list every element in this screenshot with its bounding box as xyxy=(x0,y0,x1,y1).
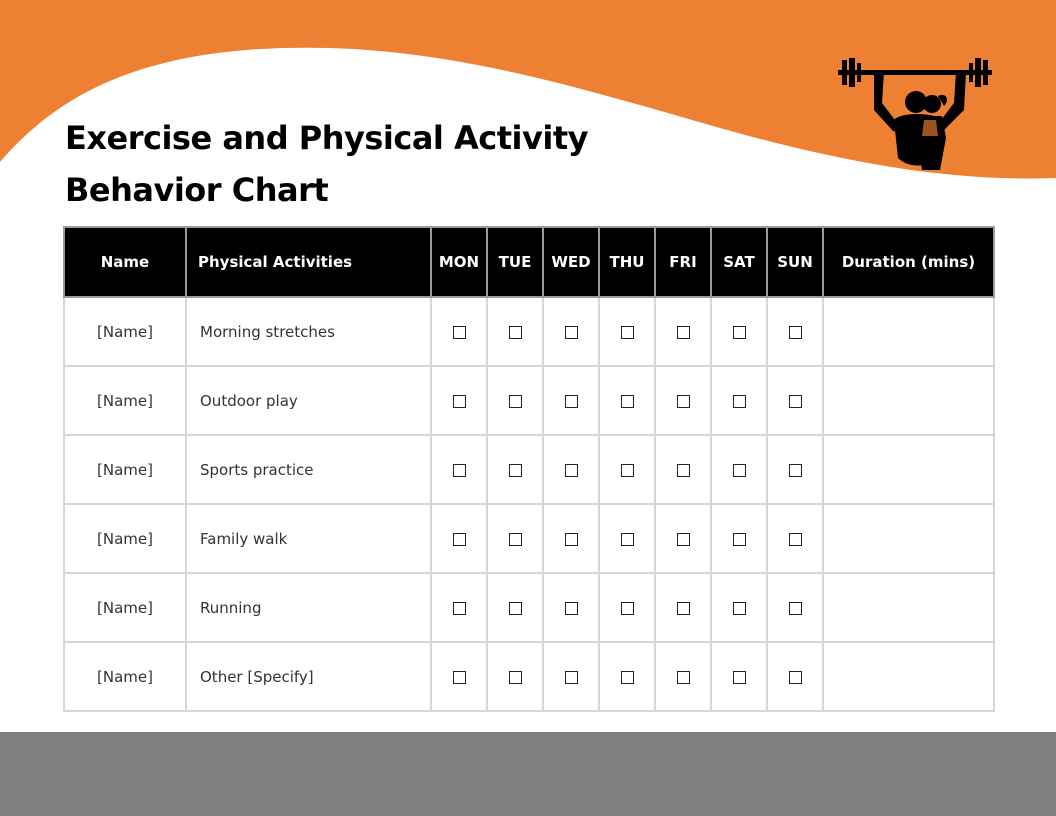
sat-checkbox[interactable] xyxy=(733,602,746,615)
sun-checkbox[interactable] xyxy=(789,533,802,546)
header-tue: TUE xyxy=(487,227,543,297)
fri-checkbox[interactable] xyxy=(677,395,690,408)
name-cell[interactable]: [Name] xyxy=(64,504,186,573)
duration-cell[interactable] xyxy=(823,366,994,435)
sat-checkbox[interactable] xyxy=(733,326,746,339)
sun-checkbox[interactable] xyxy=(789,671,802,684)
thu-checkbox[interactable] xyxy=(621,671,634,684)
fri-checkbox[interactable] xyxy=(677,464,690,477)
mon-checkbox[interactable] xyxy=(453,533,466,546)
header-physical-activities: Physical Activities xyxy=(186,227,431,297)
header-mon: MON xyxy=(431,227,487,297)
footer-band xyxy=(0,732,1056,816)
tue-checkbox[interactable] xyxy=(509,395,522,408)
tue-checkbox[interactable] xyxy=(509,326,522,339)
mon-checkbox[interactable] xyxy=(453,464,466,477)
wed-checkbox[interactable] xyxy=(565,464,578,477)
duration-cell[interactable] xyxy=(823,297,994,366)
mon-checkbox[interactable] xyxy=(453,326,466,339)
fri-checkbox[interactable] xyxy=(677,671,690,684)
activity-cell: Family walk xyxy=(186,504,431,573)
tue-checkbox[interactable] xyxy=(509,464,522,477)
fri-checkbox[interactable] xyxy=(677,326,690,339)
duration-cell[interactable] xyxy=(823,435,994,504)
activity-cell: Running xyxy=(186,573,431,642)
name-cell[interactable]: [Name] xyxy=(64,297,186,366)
header-sun: SUN xyxy=(767,227,823,297)
name-cell[interactable]: [Name] xyxy=(64,573,186,642)
name-cell[interactable]: [Name] xyxy=(64,642,186,711)
wed-checkbox[interactable] xyxy=(565,533,578,546)
wed-checkbox[interactable] xyxy=(565,395,578,408)
sat-checkbox[interactable] xyxy=(733,671,746,684)
duration-cell[interactable] xyxy=(823,573,994,642)
sat-checkbox[interactable] xyxy=(733,395,746,408)
table-row xyxy=(64,573,994,642)
title-line-1: Exercise and Physical Activity xyxy=(65,119,588,157)
header-sat: SAT xyxy=(711,227,767,297)
wed-checkbox[interactable] xyxy=(565,326,578,339)
title-line-2: Behavior Chart xyxy=(65,171,329,209)
header-fri: FRI xyxy=(655,227,711,297)
fri-checkbox[interactable] xyxy=(677,533,690,546)
sun-checkbox[interactable] xyxy=(789,395,802,408)
header-name: Name xyxy=(64,227,186,297)
table-row xyxy=(64,366,994,435)
tue-checkbox[interactable] xyxy=(509,602,522,615)
sat-checkbox[interactable] xyxy=(733,533,746,546)
activity-cell: Sports practice xyxy=(186,435,431,504)
duration-cell[interactable] xyxy=(823,504,994,573)
table-row xyxy=(64,297,994,366)
mon-checkbox[interactable] xyxy=(453,671,466,684)
tue-checkbox[interactable] xyxy=(509,671,522,684)
mon-checkbox[interactable] xyxy=(453,395,466,408)
header-duration: Duration (mins) xyxy=(823,227,994,297)
thu-checkbox[interactable] xyxy=(621,533,634,546)
activity-cell: Other [Specify] xyxy=(186,642,431,711)
mon-checkbox[interactable] xyxy=(453,602,466,615)
activity-cell: Morning stretches xyxy=(186,297,431,366)
duration-cell[interactable] xyxy=(823,642,994,711)
thu-checkbox[interactable] xyxy=(621,464,634,477)
fri-checkbox[interactable] xyxy=(677,602,690,615)
table-row xyxy=(64,642,994,711)
table-row xyxy=(64,435,994,504)
activity-cell: Outdoor play xyxy=(186,366,431,435)
wed-checkbox[interactable] xyxy=(565,602,578,615)
table-header-row xyxy=(64,227,994,297)
page-title xyxy=(65,112,588,216)
sun-checkbox[interactable] xyxy=(789,602,802,615)
header-wed: WED xyxy=(543,227,599,297)
sun-checkbox[interactable] xyxy=(789,464,802,477)
activity-table xyxy=(63,226,995,712)
sun-checkbox[interactable] xyxy=(789,326,802,339)
header-thu: THU xyxy=(599,227,655,297)
sat-checkbox[interactable] xyxy=(733,464,746,477)
thu-checkbox[interactable] xyxy=(621,326,634,339)
wed-checkbox[interactable] xyxy=(565,671,578,684)
tue-checkbox[interactable] xyxy=(509,533,522,546)
name-cell[interactable]: [Name] xyxy=(64,435,186,504)
thu-checkbox[interactable] xyxy=(621,602,634,615)
name-cell[interactable]: [Name] xyxy=(64,366,186,435)
thu-checkbox[interactable] xyxy=(621,395,634,408)
weightlifting-couple-icon xyxy=(838,58,992,176)
table-row xyxy=(64,504,994,573)
